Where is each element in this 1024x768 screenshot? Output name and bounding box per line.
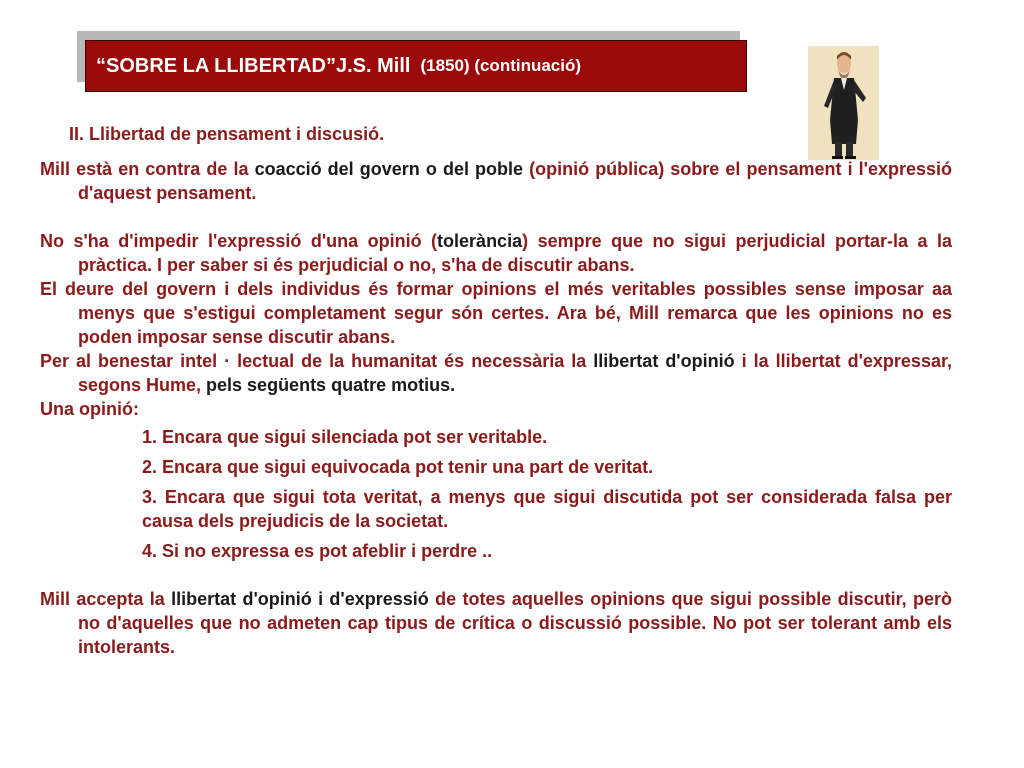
- p6-text-b: llibertat d'opinió i d'expressió: [171, 589, 429, 609]
- list-item: 2. Encara que sigui equivocada pot tenir una part de veritat.: [142, 457, 654, 477]
- p1-text-a: Mill està en contra de la: [40, 159, 255, 179]
- p2-text-a: No s'ha d'impedir l'expressió d'una opinió (: [40, 231, 438, 251]
- p2-text-c: ) sempre que no sigui perjudicial portar-la a la pràctica. I per saber si és perjudicial o no, s'ha de discutir abans.: [78, 231, 953, 275]
- paragraph-coercion: [40, 157, 952, 205]
- p4-text-c: i la llibertat d'expressar, segons Hume,: [78, 351, 952, 395]
- p1-text-b: coacció del govern o del poble: [254, 159, 524, 179]
- title-subtitle: (1850) (continuació): [420, 56, 582, 75]
- p4-text-a: Per al benestar intel · lectual de la humanitat és necessària la: [40, 351, 594, 371]
- paragraph-acceptance: [40, 587, 952, 659]
- p2-text-b: tolerància: [437, 231, 523, 251]
- title-main: “SOBRE LA LLIBERTAD”J.S. Mill: [96, 54, 411, 77]
- list-item: 1. Encara que sigui silenciada pot ser veritable.: [142, 427, 548, 447]
- p1-text-c: (opinió pública) sobre el pensament i l'expressió d'aquest pensament.: [78, 159, 952, 203]
- slide-title: [85, 40, 747, 92]
- paragraph-duty: El deure del govern i dels individus és formar opinions el més veritables possibles sense imposar aa menys que s'estigui completament segur són certes. Ara bé, Mill remarca que les opinions no es poden imposar sense discutir abans.: [40, 279, 952, 347]
- slide-content: [40, 157, 952, 659]
- paragraph-opinion: Una opinió:: [40, 399, 139, 419]
- list-item: 4. Si no expressa es pot afeblir i perdre ..: [142, 541, 493, 561]
- paragraph-tolerance: [40, 229, 952, 277]
- p6-text-a: Mill accepta la: [40, 589, 172, 609]
- portrait-image: [808, 46, 879, 160]
- paragraph-wellbeing: [40, 349, 952, 397]
- list-item: 3. Encara que sigui tota veritat, a menys que sigui discutida pot ser considerada falsa per causa dels prejudicis de la societat.: [142, 487, 952, 531]
- p6-text-c: de totes aquelles opinions que sigui possible discutir, però no d'aquelles que no admeten cap tipus de crítica o discussió possible. No pot ser tolerant amb els intolerants.: [78, 589, 952, 657]
- p4-text-d: pels següents quatre motius.: [206, 375, 456, 395]
- section-heading: II. Llibertad de pensament i discusió.: [69, 124, 385, 144]
- p4-text-b: llibertat d'opinió: [593, 351, 735, 371]
